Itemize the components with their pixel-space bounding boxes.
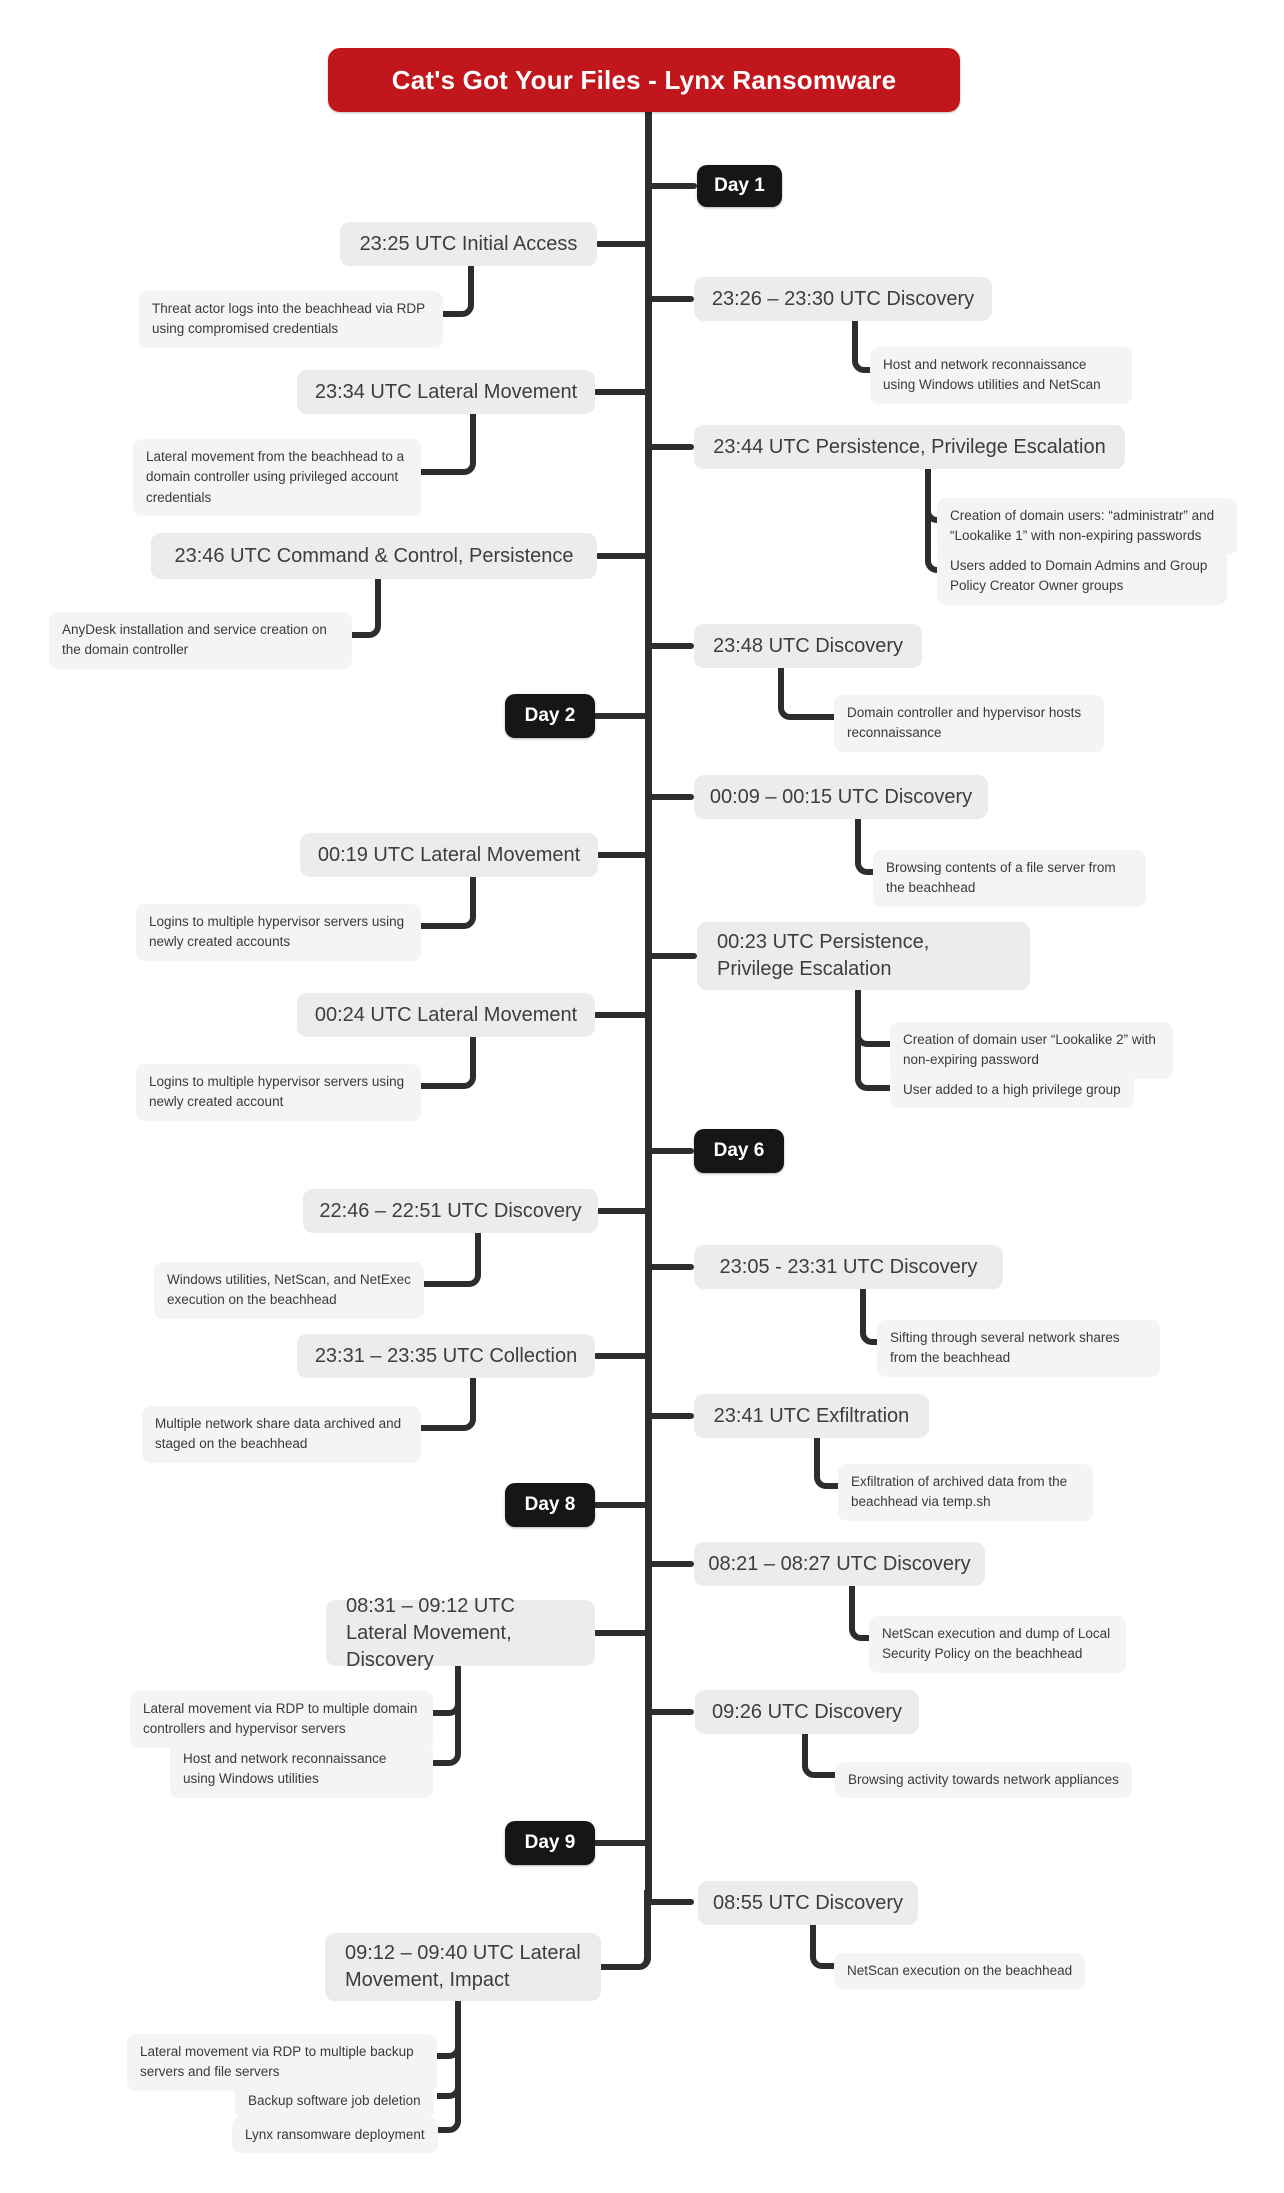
detail-note: Sifting through several network shares from the beachhead <box>877 1320 1160 1377</box>
event-title: 23:26 – 23:30 UTC Discovery <box>694 277 992 321</box>
event-title: 23:05 - 23:31 UTC Discovery <box>694 1245 1003 1289</box>
connector <box>593 713 648 719</box>
connector <box>593 1840 648 1846</box>
detail-note: User added to a high privilege group <box>890 1072 1134 1108</box>
connector <box>855 817 873 875</box>
day-badge-1: Day 1 <box>697 165 782 207</box>
connector <box>925 467 937 573</box>
connector <box>814 1436 838 1489</box>
connector <box>849 1584 869 1641</box>
detail-note: Multiple network share data archived and staged on the beachhead <box>142 1406 421 1463</box>
detail-note: Browsing activity towards network appliances <box>835 1762 1132 1798</box>
event-title: 00:24 UTC Lateral Movement <box>297 993 595 1037</box>
timeline-spine <box>645 106 652 1906</box>
event-title: 08:21 – 08:27 UTC Discovery <box>694 1542 985 1586</box>
connector <box>802 1732 835 1778</box>
detail-note: Host and network reconnaissance using Windows utilities <box>170 1741 433 1798</box>
detail-note: Lateral movement from the beachhead to a domain controller using privileged account credentials <box>133 439 421 516</box>
page-title: Cat's Got Your Files - Lynx Ransomware <box>328 48 960 112</box>
connector <box>421 410 476 475</box>
detail-note: Windows utilities, NetScan, and NetExec execution on the beachhead <box>154 1262 424 1319</box>
detail-note: Creation of domain user “Lookalike 2” with non-expiring password <box>890 1022 1173 1079</box>
detail-note: Exfiltration of archived data from the beachhead via temp.sh <box>838 1464 1093 1521</box>
connector <box>598 1890 651 1970</box>
connector <box>421 1035 476 1089</box>
event-title: 23:31 – 23:35 UTC Collection <box>297 1334 595 1378</box>
event-title: 22:46 – 22:51 UTC Discovery <box>303 1189 598 1233</box>
connector <box>855 988 890 1091</box>
connector <box>596 1208 651 1214</box>
connector <box>593 1012 651 1018</box>
connector <box>596 852 651 858</box>
detail-note: Lateral movement via RDP to multiple domain controllers and hypervisor servers <box>130 1691 433 1748</box>
detail-note: Threat actor logs into the beachhead via RDP using compromised credentials <box>139 291 443 348</box>
connector <box>593 1630 651 1636</box>
detail-note: Users added to Domain Admins and Group Policy Creator Owner groups <box>937 548 1227 605</box>
connector <box>646 794 694 800</box>
connector <box>443 262 474 317</box>
day-badge-9: Day 9 <box>505 1821 595 1865</box>
connector <box>646 1413 694 1419</box>
day-badge-6: Day 6 <box>694 1129 784 1173</box>
connector <box>595 553 651 559</box>
detail-note: AnyDesk installation and service creation on the domain controller <box>49 612 352 669</box>
event-title: 08:55 UTC Discovery <box>698 1881 918 1925</box>
detail-note: Logins to multiple hypervisor servers using newly created account <box>136 1064 421 1121</box>
connector <box>648 183 697 189</box>
event-title: 08:31 – 09:12 UTC Lateral Movement, Discovery <box>326 1600 595 1666</box>
detail-note: Logins to multiple hypervisor servers using newly created accounts <box>136 904 421 961</box>
event-title: 23:46 UTC Command & Control, Persistence <box>151 533 597 579</box>
day-badge-2: Day 2 <box>505 694 595 738</box>
connector <box>646 296 694 302</box>
connector <box>421 1376 476 1431</box>
event-title: 23:34 UTC Lateral Movement <box>297 370 595 414</box>
day-badge-8: Day 8 <box>505 1483 595 1527</box>
event-title: 23:44 UTC Persistence, Privilege Escalation <box>694 425 1125 469</box>
connector <box>852 317 870 373</box>
connector <box>778 666 834 720</box>
detail-note: Domain controller and hypervisor hosts reconnaissance <box>834 695 1104 752</box>
event-title: 23:48 UTC Discovery <box>694 624 922 668</box>
detail-note: Lateral movement via RDP to multiple backup servers and file servers <box>127 2034 437 2091</box>
event-title: 23:25 UTC Initial Access <box>340 222 597 266</box>
event-title: 23:41 UTC Exfiltration <box>694 1394 929 1438</box>
detail-note: Backup software job deletion <box>235 2083 434 2119</box>
connector <box>593 1502 648 1508</box>
connector <box>424 1231 481 1287</box>
connector <box>646 1148 694 1154</box>
detail-note: NetScan execution on the beachhead <box>834 1953 1085 1989</box>
connector <box>593 1353 651 1359</box>
connector <box>646 1561 694 1567</box>
connector <box>437 1999 461 2133</box>
connector <box>646 1899 694 1905</box>
connector <box>352 577 381 638</box>
connector <box>421 875 476 929</box>
detail-note: NetScan execution and dump of Local Security Policy on the beachhead <box>869 1616 1126 1673</box>
connector <box>433 1664 461 1766</box>
event-title: 00:19 UTC Lateral Movement <box>300 833 598 877</box>
event-title: 09:26 UTC Discovery <box>695 1690 919 1734</box>
connector <box>595 241 651 247</box>
connector <box>646 1709 694 1715</box>
event-title: 00:23 UTC Persistence, Privilege Escalation <box>697 922 1030 990</box>
connector <box>646 444 694 450</box>
event-title: 00:09 – 00:15 UTC Discovery <box>694 775 988 819</box>
connector <box>860 1287 877 1345</box>
detail-note: Host and network reconnaissance using Windows utilities and NetScan <box>870 347 1132 404</box>
connector <box>646 953 697 959</box>
detail-note: Lynx ransomware deployment <box>232 2117 438 2153</box>
detail-note: Creation of domain users: “administratr” and “Lookalike 1” with non-expiring passwords <box>937 498 1237 555</box>
detail-note: Browsing contents of a file server from the beachhead <box>873 850 1146 907</box>
connector <box>810 1923 834 1969</box>
event-title: 09:12 – 09:40 UTC Lateral Movement, Impact <box>325 1933 601 2001</box>
connector <box>593 389 651 395</box>
connector <box>646 643 694 649</box>
connector <box>646 1264 694 1270</box>
